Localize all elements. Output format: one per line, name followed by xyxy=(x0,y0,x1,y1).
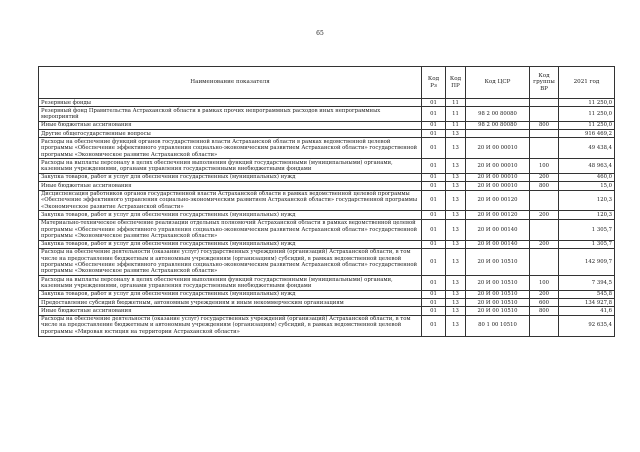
row-vr-cell xyxy=(530,248,559,275)
row-name-cell: Материально-техническое обеспечение реализации отдельных полномочий Астраханской области в рамках ведомственной целевой программы «Обеспечение эффективного управления социально-экономическим развитием Астраханской области» государственной программы «Экономическое развитие Астраханской области» xyxy=(39,219,422,240)
row-amount-cell: 1 305,7 xyxy=(559,219,615,240)
row-rz-cell: 01 xyxy=(422,219,446,240)
row-rz-cell: 01 xyxy=(422,276,446,291)
row-pr-cell: 13 xyxy=(446,276,466,291)
header-csr: Код ЦСР xyxy=(466,67,530,99)
header-pr: Код ПР xyxy=(446,67,466,99)
row-pr-cell: 11 xyxy=(446,99,466,107)
row-csr-cell: 20 И 00 00010 xyxy=(466,182,530,190)
row-csr-cell: 98 2 00 80080 xyxy=(466,107,530,122)
row-amount-cell: 134 927,8 xyxy=(559,299,615,307)
row-rz-cell: 01 xyxy=(422,130,446,138)
row-amount-cell: 92 635,4 xyxy=(559,315,615,336)
row-amount-cell: 120,3 xyxy=(559,190,615,211)
row-csr-cell: 20 И 00 00010 xyxy=(466,173,530,181)
table-header-row xyxy=(39,67,615,99)
table-body xyxy=(39,99,615,337)
row-pr-cell: 13 xyxy=(446,248,466,275)
row-vr-cell xyxy=(530,190,559,211)
row-rz-cell: 01 xyxy=(422,121,446,129)
table-row xyxy=(39,138,615,159)
row-pr-cell: 13 xyxy=(446,159,466,174)
table-row xyxy=(39,159,615,174)
row-rz-cell: 01 xyxy=(422,138,446,159)
row-csr-cell: 20 И 00 10510 xyxy=(466,276,530,291)
row-name-cell: Закупка товаров, работ и услуг для обеспечения государственных (муниципальных) нужд xyxy=(39,173,422,181)
row-name-cell: Расходы на выплаты персоналу в целях обеспечения выполнения функций государственными (муниципальными) органами, казенными учреждениями, органами управления государственными внебюджетными фондами xyxy=(39,159,422,174)
table-row xyxy=(39,276,615,291)
row-amount-cell: 7 394,5 xyxy=(559,276,615,291)
row-name-cell: Расходы на обеспечение деятельности (оказание услуг) государственных учреждений (организаций) Астраханской области, в том числе на предоставление бюджетным и автономным учреждениям (организациям) субсидий, в рамках ведомственной целевой программы «Мировая юстиция на территории Астраханской области» xyxy=(39,315,422,336)
row-pr-cell: 13 xyxy=(446,211,466,219)
table-row xyxy=(39,121,615,129)
row-name-cell: Резервный фонд Правительства Астраханской области в рамках прочих непрограммных расходов иных непрограммных мероприятий xyxy=(39,107,422,122)
row-rz-cell: 01 xyxy=(422,315,446,336)
row-vr-cell: 600 xyxy=(530,299,559,307)
row-vr-cell xyxy=(530,138,559,159)
row-rz-cell: 01 xyxy=(422,182,446,190)
row-pr-cell: 13 xyxy=(446,240,466,248)
row-name-cell: Расходы на выплаты персоналу в целях обеспечения выполнения функций государственными (муниципальными) органами, казенными учреждениями, органами управления государственными внебюджетными фондами xyxy=(39,276,422,291)
table-row xyxy=(39,219,615,240)
row-csr-cell: 20 И 00 00140 xyxy=(466,240,530,248)
row-rz-cell: 01 xyxy=(422,107,446,122)
row-amount-cell: 48 963,4 xyxy=(559,159,615,174)
table-row xyxy=(39,107,615,122)
row-name-cell: Резервные фонды xyxy=(39,99,422,107)
row-csr-cell: 20 И 00 10510 xyxy=(466,290,530,298)
row-name-cell: Расходы на обеспечение деятельности (оказание услуг) государственных учреждений (организаций) Астраханской области, в том числе на предоставление бюджетным и автономным учреждениям (организациям) субсидий, в рамках ведомственной целевой программы «Обеспечение эффективного управления социально-экономическим развитием Астраханской области» государственной программы «Экономическое развитие Астраханской области» xyxy=(39,248,422,275)
row-amount-cell: 545,8 xyxy=(559,290,615,298)
row-pr-cell: 13 xyxy=(446,290,466,298)
row-name-cell: Закупка товаров, работ и услуг для обеспечения государственных (муниципальных) нужд xyxy=(39,240,422,248)
row-name-cell: Закупка товаров, работ и услуг для обеспечения государственных (муниципальных) нужд xyxy=(39,290,422,298)
row-csr-cell: 80 1 00 10510 xyxy=(466,315,530,336)
table-row xyxy=(39,173,615,181)
row-name-cell: Закупка товаров, работ и услуг для обеспечения государственных (муниципальных) нужд xyxy=(39,211,422,219)
row-amount-cell: 460,0 xyxy=(559,173,615,181)
row-pr-cell: 13 xyxy=(446,182,466,190)
row-vr-cell: 800 xyxy=(530,182,559,190)
row-vr-cell: 200 xyxy=(530,290,559,298)
table-row xyxy=(39,190,615,211)
row-pr-cell: 13 xyxy=(446,173,466,181)
row-amount-cell: 120,3 xyxy=(559,211,615,219)
table-row xyxy=(39,307,615,315)
row-rz-cell: 01 xyxy=(422,190,446,211)
row-csr-cell xyxy=(466,99,530,107)
row-csr-cell: 20 И 00 00010 xyxy=(466,138,530,159)
row-rz-cell: 01 xyxy=(422,159,446,174)
row-csr-cell: 20 И 00 10510 xyxy=(466,248,530,275)
table-row xyxy=(39,99,615,107)
table-row xyxy=(39,290,615,298)
table-row xyxy=(39,240,615,248)
row-vr-cell: 100 xyxy=(530,159,559,174)
header-rz: Код Рз xyxy=(422,67,446,99)
row-amount-cell: 916 469,2 xyxy=(559,130,615,138)
row-vr-cell xyxy=(530,219,559,240)
row-pr-cell: 13 xyxy=(446,130,466,138)
row-csr-cell: 20 И 00 00140 xyxy=(466,219,530,240)
row-vr-cell: 800 xyxy=(530,307,559,315)
row-amount-cell: 11 250,0 xyxy=(559,121,615,129)
row-pr-cell: 11 xyxy=(446,107,466,122)
row-vr-cell: 200 xyxy=(530,240,559,248)
row-rz-cell: 01 xyxy=(422,248,446,275)
row-vr-cell: 100 xyxy=(530,276,559,291)
row-name-cell: Иные бюджетные ассигнования xyxy=(39,182,422,190)
row-pr-cell: 13 xyxy=(446,219,466,240)
row-rz-cell: 01 xyxy=(422,307,446,315)
row-rz-cell: 01 xyxy=(422,99,446,107)
row-vr-cell xyxy=(530,107,559,122)
row-csr-cell xyxy=(466,130,530,138)
row-vr-cell xyxy=(530,315,559,336)
row-vr-cell xyxy=(530,99,559,107)
row-name-cell: Иные бюджетные ассигнования xyxy=(39,307,422,315)
row-amount-cell: 11 250,0 xyxy=(559,99,615,107)
budget-table xyxy=(38,66,615,337)
row-pr-cell: 13 xyxy=(446,307,466,315)
page-number: 65 xyxy=(316,30,324,37)
row-name-cell: Иные бюджетные ассигнования xyxy=(39,121,422,129)
row-amount-cell: 1 305,7 xyxy=(559,240,615,248)
row-csr-cell: 20 И 00 10510 xyxy=(466,299,530,307)
row-vr-cell: 800 xyxy=(530,121,559,129)
table-row xyxy=(39,315,615,336)
table-row xyxy=(39,182,615,190)
row-pr-cell: 11 xyxy=(446,121,466,129)
row-amount-cell: 15,0 xyxy=(559,182,615,190)
row-pr-cell: 13 xyxy=(446,315,466,336)
row-vr-cell: 200 xyxy=(530,211,559,219)
table-row xyxy=(39,248,615,275)
row-csr-cell: 98 2 00 80080 xyxy=(466,121,530,129)
table-row xyxy=(39,299,615,307)
row-amount-cell: 142 909,7 xyxy=(559,248,615,275)
row-amount-cell: 11 250,0 xyxy=(559,107,615,122)
row-amount-cell: 49 438,4 xyxy=(559,138,615,159)
row-name-cell: Расходы на обеспечение функций органов государственной власти Астраханской области в рамках ведомственной целевой программы «Обеспечение эффективного управления социально-экономическим развитием Астраханской области» государственной программы «Экономическое развитие Астраханской области» xyxy=(39,138,422,159)
row-rz-cell: 01 xyxy=(422,290,446,298)
row-csr-cell: 20 И 00 00120 xyxy=(466,211,530,219)
row-csr-cell: 20 И 00 00010 xyxy=(466,159,530,174)
row-pr-cell: 13 xyxy=(446,190,466,211)
row-csr-cell: 20 И 00 10510 xyxy=(466,307,530,315)
row-name-cell: Дисциспенсация работников органов государственной власти Астраханской области в рамках ведомственной целевой программы «Обеспечение эффективного управления социально-экономическим развитием Астраханской области» государственной программы «Экономическое развитие Астраханской области» xyxy=(39,190,422,211)
row-pr-cell: 13 xyxy=(446,138,466,159)
table-row xyxy=(39,130,615,138)
row-name-cell: Предоставление субсидий бюджетным, автономным учреждениям и иным некоммерческим организациям xyxy=(39,299,422,307)
header-name: Наименование показателя xyxy=(39,67,422,99)
row-csr-cell: 20 И 00 00120 xyxy=(466,190,530,211)
row-name-cell: Другие общегосударственные вопросы xyxy=(39,130,422,138)
row-vr-cell xyxy=(530,130,559,138)
row-rz-cell: 01 xyxy=(422,173,446,181)
row-rz-cell: 01 xyxy=(422,211,446,219)
row-amount-cell: 41,6 xyxy=(559,307,615,315)
header-year: 2021 год xyxy=(559,67,615,99)
table-row xyxy=(39,211,615,219)
row-pr-cell: 13 xyxy=(446,299,466,307)
row-vr-cell: 200 xyxy=(530,173,559,181)
row-rz-cell: 01 xyxy=(422,299,446,307)
row-rz-cell: 01 xyxy=(422,240,446,248)
header-vr: Код группы ВР xyxy=(530,67,559,99)
